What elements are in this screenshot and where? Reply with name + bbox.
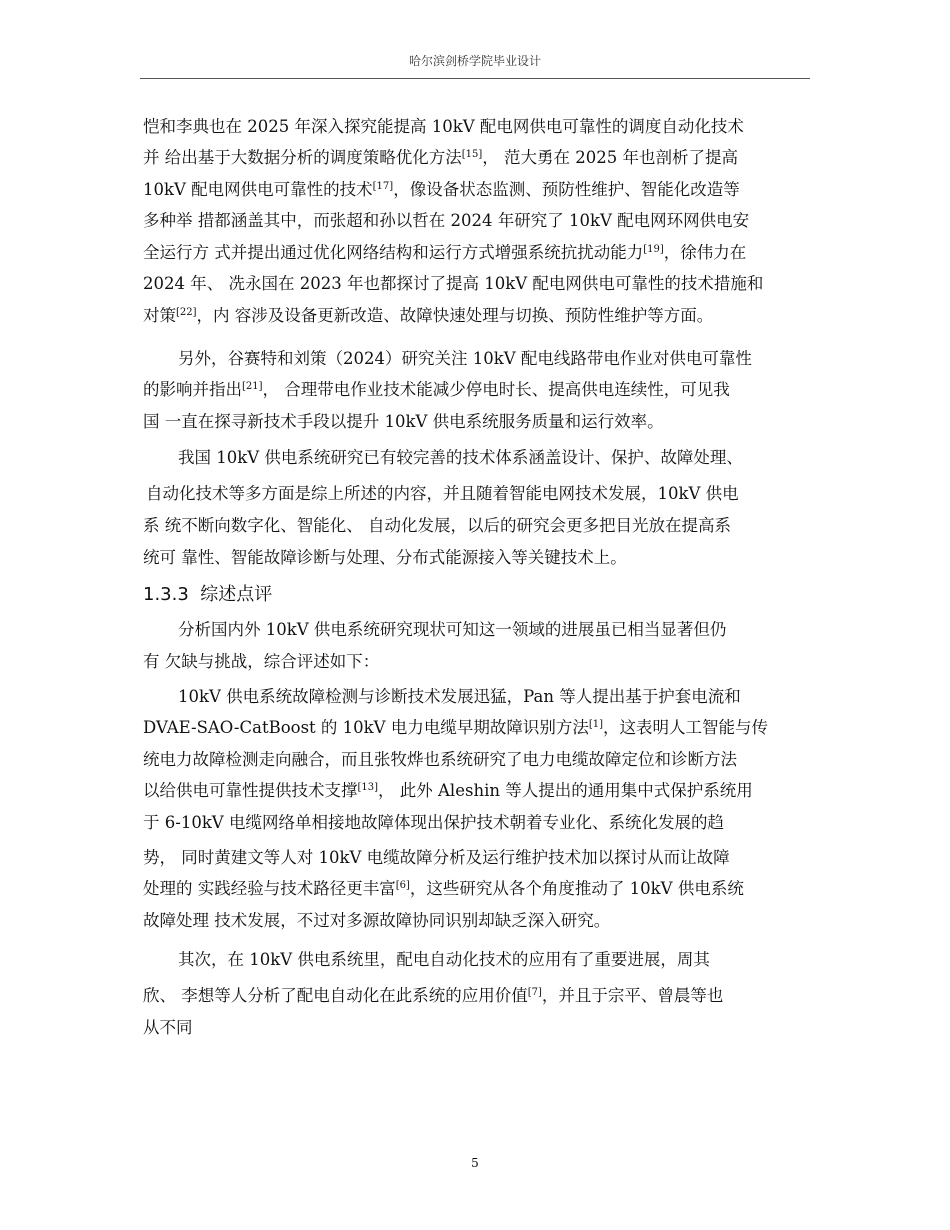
citation-marker: [13] — [357, 782, 379, 793]
section-heading — [143, 580, 272, 606]
line-text: 分析国内外 10kV 供电系统研究现状可知这一领域的进展虽已相当显著但仍 — [178, 620, 727, 639]
line-text-after-citation: ，并且于宗平、曾晨等也 — [541, 986, 724, 1005]
citation-marker: [1] — [588, 719, 604, 730]
text-line — [143, 117, 744, 137]
line-text: 有 欠缺与挑战，综合评述如下： — [143, 652, 380, 671]
line-text: 的影响并指出 — [143, 380, 242, 399]
text-line — [143, 879, 744, 899]
text-line — [143, 911, 610, 931]
line-text-after-citation: ，内 容涉及设备更新改造、故障快速处理与切换、预防性维护等方面。 — [196, 306, 714, 325]
text-line — [178, 950, 710, 970]
line-text-after-citation: ，徐伟力在 — [663, 243, 747, 262]
line-text: 从不同 — [143, 1018, 193, 1037]
text-line — [143, 516, 731, 536]
text-line — [178, 349, 752, 369]
line-text: 2024 年、 冼永国在 2023 年也都探讨了提高 10kV 配电网供电可靠性的技术措施和 — [143, 274, 764, 293]
line-text: DVAE-SAO-CatBoost 的 10kV 电力电缆早期故障识别方法 — [143, 718, 589, 737]
text-line — [143, 380, 730, 400]
line-text: 统可 靠性、智能故障诊断与处理、分布式能源接入等关键技术上。 — [143, 548, 627, 567]
text-line — [146, 484, 739, 504]
line-text-after-citation: ，这表明人工智能与传 — [603, 718, 769, 737]
line-text-after-citation: ， 此外 Aleshin 等人提出的通用集中式保护系统用 — [378, 781, 753, 800]
line-text: 以给供电可靠性提供技术支撑 — [143, 781, 358, 800]
text-line — [143, 274, 763, 294]
text-line — [143, 781, 753, 801]
text-line — [143, 1018, 193, 1038]
line-text-after-citation: ，这些研究从各个角度推动了 10kV 供电系统 — [409, 879, 744, 898]
line-text-after-citation: ，像设备状态监测、预防性维护、智能化改造等 — [393, 180, 740, 199]
text-line — [143, 750, 737, 770]
line-text-after-citation: ， 范大勇在 2025 年也剖析了提高 — [482, 148, 739, 167]
text-line — [143, 986, 723, 1006]
line-text: 系 统不断向数字化、智能化、 自动化发展，以后的研究会更多把目光放在提高系 — [143, 516, 731, 535]
citation-marker: [15] — [461, 149, 483, 160]
page-number: 5 — [471, 1156, 479, 1170]
citation-marker: [7] — [527, 987, 542, 998]
citation-marker: [21] — [242, 381, 263, 392]
header-rule — [140, 78, 810, 79]
section-number: 1.3.3 — [143, 584, 189, 605]
line-text: 欣、 李想等人分析了配电自动化在此系统的应用价值 — [143, 986, 528, 1005]
text-line — [178, 448, 743, 468]
text-line — [143, 180, 740, 200]
line-text: 国 一直在探寻新技术手段以提升 10kV 供电系统服务质量和运行效率。 — [143, 412, 664, 431]
line-text: 另外，谷赛特和刘策（2024）研究关注 10kV 配电线路带电作业对供电可靠性 — [178, 349, 752, 368]
citation-marker: [22] — [176, 307, 197, 318]
text-line — [143, 813, 724, 833]
text-line — [178, 687, 741, 707]
line-text: 势， 同时黄建文等人对 10kV 电缆故障分析及运行维护技术加以探讨从而让故障 — [143, 848, 730, 867]
text-line — [143, 652, 379, 672]
line-text: 10kV 供电系统故障检测与诊断技术发展迅猛，Pan 等人提出基于护套电流和 — [178, 687, 741, 706]
page-header: 哈尔滨剑桥学院毕业设计 — [408, 54, 541, 68]
line-text-after-citation: ， 合理带电作业技术能减少停电时长、提高供电连续性，可见我 — [262, 380, 730, 399]
line-text: 统电力故障检测走向融合，而且张牧烨也系统研究了电力电缆故障定位和诊断方法 — [143, 750, 737, 769]
text-line — [143, 148, 738, 168]
line-text: 自动化技术等多方面是综上所述的内容，并且随着智能电网技术发展，10kV 供电 — [146, 484, 739, 503]
line-text: 故障处理 技术发展，不过对多源故障协同识别却缺乏深入研究。 — [143, 911, 611, 930]
line-text: 并 给出基于大数据分析的调度策略优化方法 — [143, 148, 462, 167]
line-text: 对策 — [143, 306, 176, 325]
line-text: 10kV 配电网供电可靠性的技术 — [143, 180, 373, 199]
citation-marker: [19] — [643, 244, 664, 255]
text-line — [143, 548, 627, 568]
line-text: 我国 10kV 供电系统研究已有较完善的技术体系涵盖设计、保护、故障处理、 — [178, 448, 743, 467]
line-text: 多种举 措都涵盖其中，而张超和孙以哲在 2024 年研究了 10kV 配电网环网供电安 — [143, 211, 750, 230]
line-text: 其次，在 10kV 供电系统里，配电自动化技术的应用有了重要进展，周其 — [178, 950, 710, 969]
line-text: 全运行方 式并提出通过优化网络结构和运行方式增强系统抗扰动能力 — [143, 243, 644, 262]
text-line — [143, 243, 746, 263]
citation-marker: [17] — [372, 181, 394, 192]
text-line — [143, 306, 713, 326]
line-text: 恺和李典也在 2025 年深入探究能提高 10kV 配电网供电可靠性的调度自动化技术 — [143, 117, 744, 136]
citation-marker: [6] — [395, 880, 410, 891]
text-line — [178, 620, 726, 640]
text-line — [143, 848, 730, 868]
line-text: 于 6-10kV 电缆网络单相接地故障体现出保护技术朝着专业化、系统化发展的趋 — [143, 813, 724, 832]
section-title: 综述点评 — [200, 584, 273, 605]
text-line — [143, 211, 749, 231]
text-line — [143, 718, 768, 738]
line-text: 处理的 实践经验与技术路径更丰富 — [143, 879, 396, 898]
text-line — [143, 412, 664, 432]
